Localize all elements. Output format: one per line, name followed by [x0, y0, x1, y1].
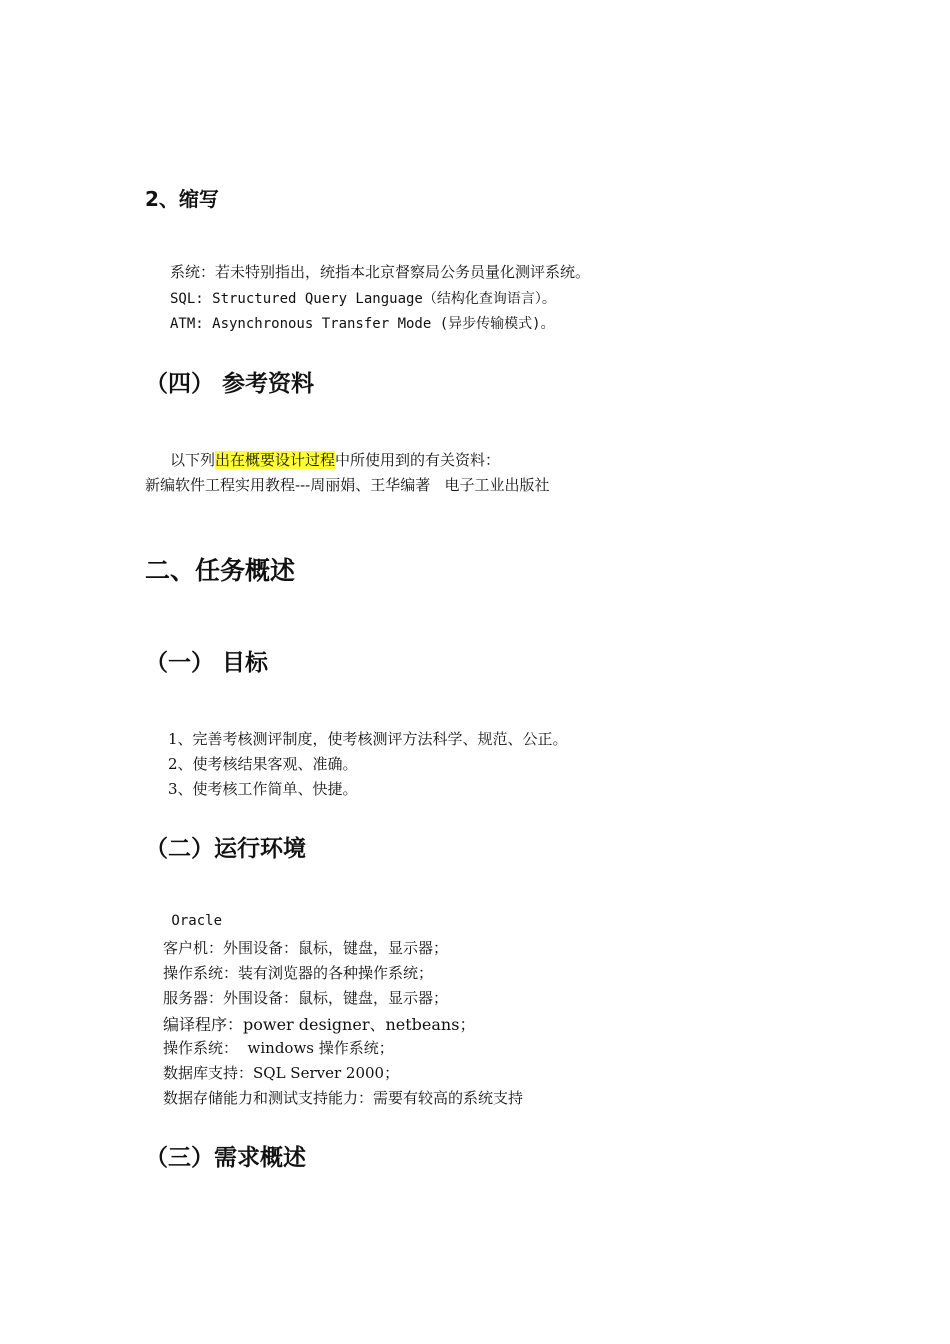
env-line-compiler: 编译程序：power designer、netbeans；: [163, 1015, 476, 1034]
goal-item-3: 3、使考核工作简单、快捷。: [168, 780, 358, 798]
goal-item-1: 1、完善考核测评制度，使考核测评方法科学、规范、公正。: [168, 730, 568, 748]
references-intro: [170, 449, 500, 470]
reference-book: 新编软件工程实用教程---周丽娟、王华编著 电子工业出版社: [145, 476, 550, 494]
abbrev-line-atm: ATM: Asynchronous Transfer Mode (异步传输模式)。: [170, 316, 555, 332]
env-line-oracle: Oracle: [163, 913, 223, 929]
goal-item-2: 2、使考核结果客观、准确。: [168, 755, 358, 773]
env-line-client: 客户机：外围设备：鼠标，键盘，显示器；: [163, 939, 449, 957]
heading-task-overview: 二、任务概述: [145, 556, 296, 585]
env-line-database: 数据库支持：SQL Server 2000；: [163, 1064, 400, 1082]
env-line-os-windows: 操作系统： windows 操作系统；: [163, 1039, 394, 1057]
abbrev-line-sql: SQL: Structured Query Language（结构化查询语言）。: [170, 291, 556, 307]
env-line-os: 操作系统：装有浏览器的各种操作系统；: [163, 964, 434, 982]
heading-goals: （一） 目标: [145, 650, 269, 676]
references-intro-prefix: 以下列: [170, 451, 216, 469]
heading-abbreviations: 2、缩写: [145, 187, 219, 211]
heading-runtime-environment: （二）运行环境: [145, 836, 306, 862]
references-intro-highlight: 出在概要设计过程: [215, 451, 336, 469]
heading-references: （四） 参考资料: [145, 371, 315, 397]
references-intro-suffix: 中所使用到的有关资料：: [335, 451, 501, 469]
env-line-storage: 数据存储能力和测试支持能力：需要有较高的系统支持: [163, 1089, 524, 1107]
abbrev-line-system: 系统：若未特别指出，统指本北京督察局公务员量化测评系统。: [170, 263, 591, 281]
env-line-server: 服务器：外围设备：鼠标，键盘，显示器；: [163, 989, 449, 1007]
heading-requirements-overview: （三）需求概述: [145, 1145, 306, 1171]
